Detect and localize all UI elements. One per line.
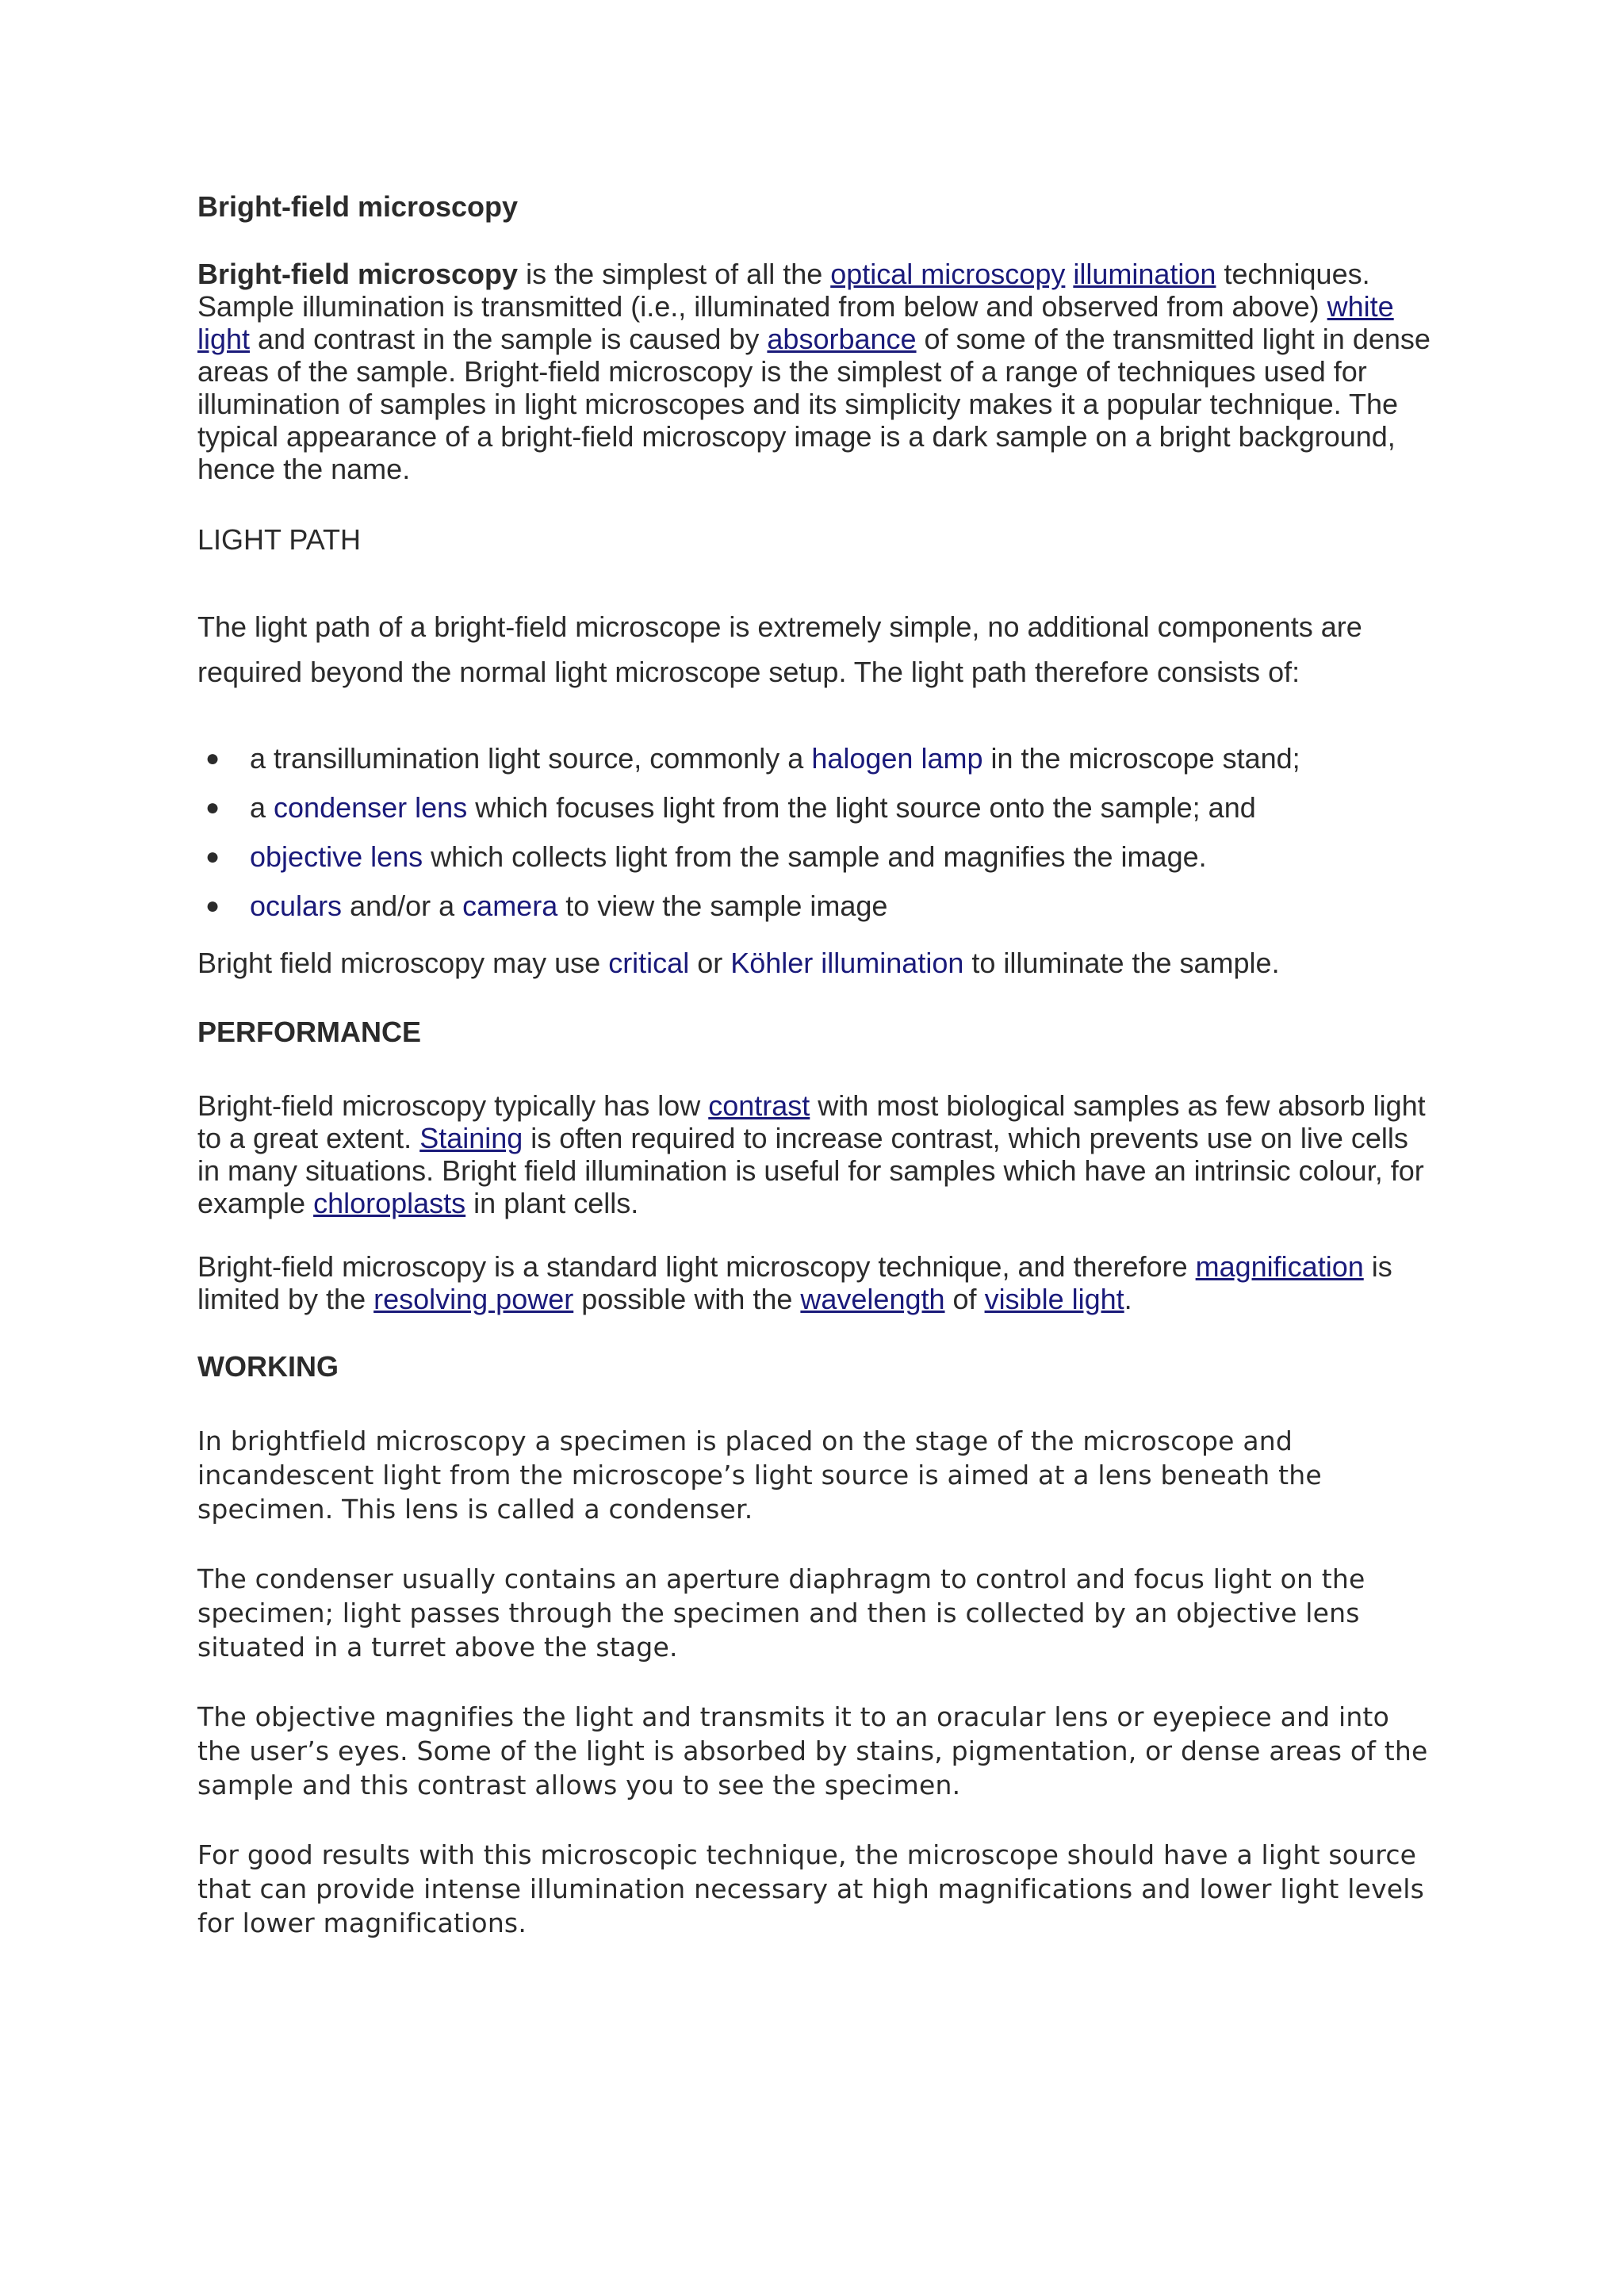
working-paragraph-4: For good results with this microscopic technique, the microscope should have a light source that can provide intense illumination necessary at high magnifications and lower light levels for lower magnifications. bbox=[197, 1839, 1425, 1938]
bullet-icon: ● bbox=[205, 745, 220, 771]
list-item-text: and/or a bbox=[342, 890, 463, 922]
performance-paragraph-1 bbox=[197, 1089, 1434, 1219]
link-objective-lens[interactable]: objective lens bbox=[250, 840, 423, 873]
intro-text: is the simplest of all the bbox=[518, 258, 831, 290]
intro-bold-term: Bright-field microscopy bbox=[197, 258, 519, 290]
list-item bbox=[197, 783, 1434, 832]
paragraph-text: is limited by the bbox=[197, 1250, 1392, 1315]
link-staining[interactable]: Staining bbox=[419, 1122, 523, 1154]
light-path-list bbox=[197, 734, 1434, 931]
paragraph-text: is often required to increase contrast, which prevents use on live cells in many situations. Bright field illumination is useful for samples which have an intrinsic colour, for example bbox=[197, 1122, 1424, 1219]
link-visible-light[interactable]: visible light bbox=[984, 1283, 1124, 1315]
bullet-icon: ● bbox=[205, 844, 220, 870]
list-item bbox=[197, 734, 1434, 783]
intro-text: techniques. Sample illumination is transmitted (i.e., illuminated from below and observed from above) bbox=[197, 258, 1370, 323]
paragraph-text: Bright-field microscopy typically has low bbox=[197, 1089, 709, 1122]
list-item-text: to view the sample image bbox=[557, 890, 888, 922]
working-heading: WORKING bbox=[197, 1350, 339, 1383]
paragraph-text: in plant cells. bbox=[465, 1187, 639, 1219]
bullet-icon: ● bbox=[205, 893, 220, 919]
intro-paragraph bbox=[197, 258, 1434, 485]
link-camera[interactable]: camera bbox=[462, 890, 558, 922]
list-item-text: a bbox=[250, 791, 274, 824]
list-item-text: which collects light from the sample and magnifies the image. bbox=[423, 840, 1207, 873]
paragraph-text: or bbox=[689, 947, 731, 979]
link-condenser-lens[interactable]: condenser lens bbox=[274, 791, 468, 824]
working-paragraph-1: In brightfield microscopy a specimen is placed on the stage of the microscope and incandescent light from the microscope’s light source is aimed at a lens beneath the specimen. This lens is called a condenser. bbox=[197, 1425, 1322, 1525]
link-contrast[interactable]: contrast bbox=[708, 1089, 810, 1122]
paragraph-text: possible with the bbox=[573, 1283, 801, 1315]
list-item bbox=[197, 832, 1434, 882]
working-paragraph-3: The objective magnifies the light and transmits it to an oracular lens or eyepiece and into the user’s eyes. Some of the light is absorbed by stains, pigmentation, or dense areas of the sample and this contrast allows you to see the specimen. bbox=[197, 1701, 1428, 1800]
list-item-text: a transillumination light source, commonly a bbox=[250, 742, 812, 775]
intro-text: of some of the transmitted light in dense areas of the sample. Bright-field microscopy is the simplest of a range of techniques used for illumination of samples in light microscopes and its simplicity makes it a popular technique. The typical appearance of a bright-field microscopy image is a dark sample on a bright background, hence the name. bbox=[197, 323, 1431, 485]
link-illumination[interactable]: illumination bbox=[1073, 258, 1216, 290]
bullet-icon: ● bbox=[205, 794, 220, 821]
intro-text: and contrast in the sample is caused by bbox=[250, 323, 768, 355]
list-item bbox=[197, 882, 1434, 931]
link-white-light[interactable]: white light bbox=[197, 290, 1394, 355]
link-critical[interactable]: critical bbox=[608, 947, 690, 979]
document-content bbox=[197, 190, 1434, 1940]
link-resolving-power[interactable]: resolving power bbox=[373, 1283, 574, 1315]
list-item-text: in the microscope stand; bbox=[982, 742, 1300, 775]
performance-heading: PERFORMANCE bbox=[197, 1016, 422, 1048]
link-absorbance[interactable]: absorbance bbox=[767, 323, 917, 355]
paragraph-text: Bright field microscopy may use bbox=[197, 947, 609, 979]
link-chloroplasts[interactable]: chloroplasts bbox=[313, 1187, 466, 1219]
working-paragraph-2: The condenser usually contains an aperture diaphragm to control and focus light on the specimen; light passes through the specimen and then is collected by an objective lens situated in a turret above the stage. bbox=[197, 1563, 1365, 1663]
paragraph-text: with most biological samples as few absorb light to a great extent. bbox=[197, 1089, 1426, 1154]
link-halogen-lamp[interactable]: halogen lamp bbox=[811, 742, 983, 775]
link-wavelength[interactable]: wavelength bbox=[800, 1283, 945, 1315]
list-item-text: which focuses light from the light source onto the sample; and bbox=[467, 791, 1256, 824]
paragraph-text: to illuminate the sample. bbox=[963, 947, 1280, 979]
intro-text bbox=[1065, 258, 1073, 290]
link-kohler-illumination[interactable]: Köhler illumination bbox=[730, 947, 964, 979]
light-path-paragraph: The light path of a bright-field microscope is extremely simple, no additional components are required beyond the normal light microscope setup. The light path therefore consists of: bbox=[197, 610, 1362, 688]
paragraph-text: . bbox=[1124, 1283, 1132, 1315]
illumination-paragraph bbox=[197, 940, 1434, 986]
page-title: Bright-field microscopy bbox=[197, 190, 519, 223]
performance-paragraph-2 bbox=[197, 1250, 1434, 1315]
link-oculars[interactable]: oculars bbox=[250, 890, 343, 922]
link-magnification[interactable]: magnification bbox=[1195, 1250, 1364, 1283]
paragraph-text: of bbox=[944, 1283, 985, 1315]
paragraph-text: Bright-field microscopy is a standard light microscopy technique, and therefore bbox=[197, 1250, 1196, 1283]
light-path-heading: LIGHT PATH bbox=[197, 523, 362, 556]
link-optical-microscopy[interactable]: optical microscopy bbox=[830, 258, 1066, 290]
